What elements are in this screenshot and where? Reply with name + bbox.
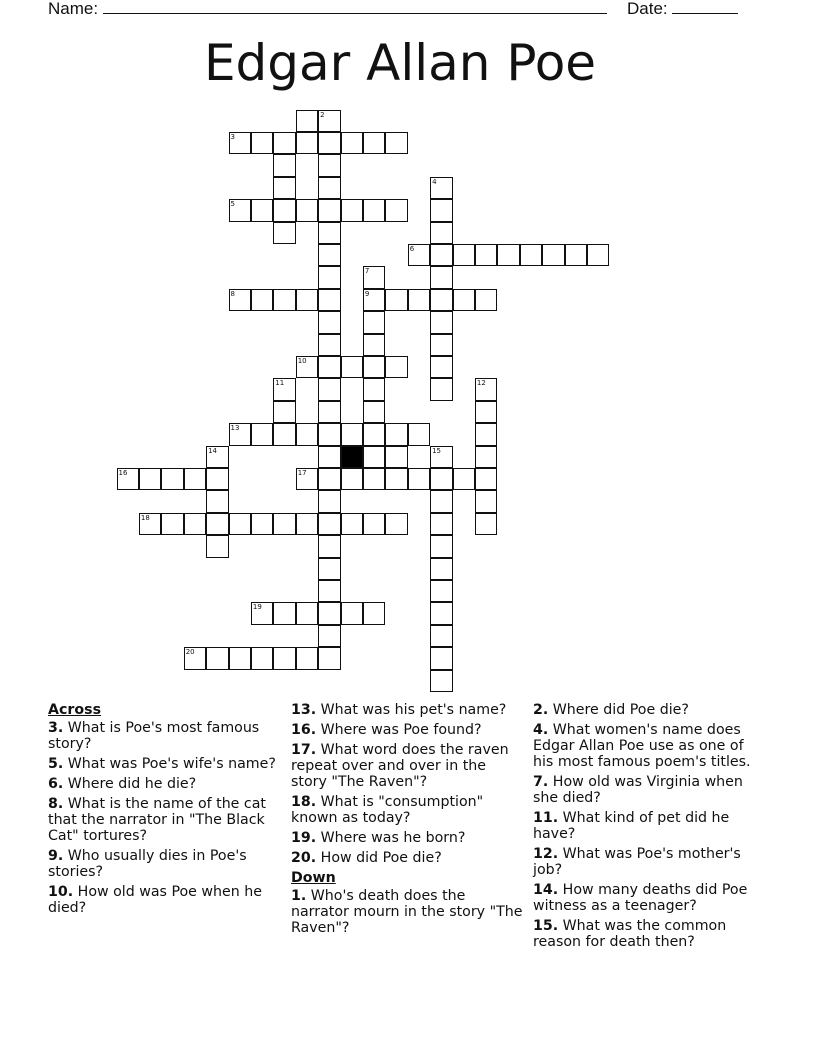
grid-cell[interactable] (318, 401, 341, 424)
grid-cell[interactable] (229, 513, 252, 536)
grid-cell[interactable] (318, 356, 341, 379)
grid-cell[interactable] (475, 490, 498, 513)
grid-cell[interactable] (430, 244, 453, 267)
grid-cell[interactable] (318, 199, 341, 222)
grid-cell[interactable] (318, 334, 341, 357)
grid-cell[interactable] (318, 423, 341, 446)
grid-cell[interactable] (296, 289, 319, 312)
clue-text: What is "consumption" known as today? (291, 794, 484, 826)
grid-cell[interactable] (318, 535, 341, 558)
grid-cell[interactable] (385, 468, 408, 491)
clue-number: 5 (230, 200, 235, 209)
grid-cell[interactable] (318, 177, 341, 200)
grid-cell[interactable] (341, 356, 364, 379)
clue-number: 16 (118, 468, 128, 477)
clue-item (291, 742, 523, 790)
clue-item (533, 722, 765, 770)
clue-number-label: 11. (533, 810, 559, 826)
grid-cell[interactable] (341, 602, 364, 625)
grid-cell[interactable] (408, 468, 431, 491)
page-title: Edgar Allan Poe (203, 34, 597, 92)
clue-number-label: 2. (533, 702, 549, 718)
grid-cell[interactable] (318, 132, 341, 155)
grid-cell[interactable] (318, 266, 341, 289)
grid-cell[interactable] (453, 468, 476, 491)
clue-number-label: 3. (48, 720, 64, 736)
grid-cell[interactable] (251, 647, 274, 670)
grid-cell[interactable] (587, 244, 610, 267)
grid-cell[interactable] (363, 602, 386, 625)
grid-cell[interactable] (251, 423, 274, 446)
clue-number-label: 5. (48, 756, 64, 772)
clue-text: What was Poe's wife's name? (63, 756, 276, 772)
grid-cell[interactable] (184, 468, 207, 491)
clue-item (291, 722, 523, 738)
grid-cell[interactable] (341, 132, 364, 155)
grid-cell[interactable] (542, 244, 565, 267)
grid-cell[interactable] (229, 132, 252, 155)
clue-number: 13 (230, 424, 240, 433)
clue-item (48, 796, 280, 844)
grid-cell[interactable] (251, 289, 274, 312)
clue-item (291, 888, 523, 936)
clue-item (533, 774, 765, 806)
clue-number-label: 9. (48, 848, 64, 864)
clue-item (48, 848, 280, 880)
grid-cell[interactable] (363, 378, 386, 401)
clue-number-label: 4. (533, 722, 549, 738)
grid-cell[interactable] (363, 513, 386, 536)
grid-cell[interactable] (273, 602, 296, 625)
grid-cell[interactable] (408, 423, 431, 446)
grid-cell[interactable] (296, 356, 319, 379)
grid-cell[interactable] (273, 177, 296, 200)
grid-cell[interactable] (117, 468, 140, 491)
grid-cell[interactable] (318, 602, 341, 625)
clue-text: What women's name does Edgar Allan Poe use as one of his most famous poem's titles. (533, 722, 751, 770)
grid-cell[interactable] (430, 558, 453, 581)
clue-number: 2 (320, 110, 325, 119)
clue-number-label: 6. (48, 776, 64, 792)
down-heading: Down (291, 870, 336, 886)
grid-cell[interactable] (318, 625, 341, 648)
grid-cell[interactable] (161, 468, 184, 491)
clue-number-label: 16. (291, 722, 317, 738)
clue-text: Where was Poe found? (316, 722, 482, 738)
grid-cell[interactable] (296, 423, 319, 446)
grid-cell[interactable] (475, 244, 498, 267)
clue-text: Where did Poe die? (548, 702, 689, 718)
grid-cell[interactable] (430, 580, 453, 603)
grid-cell[interactable] (296, 468, 319, 491)
clue-item (48, 776, 280, 792)
grid-cell[interactable] (251, 602, 274, 625)
grid-cell[interactable] (453, 289, 476, 312)
clue-item (48, 884, 280, 916)
grid-cell[interactable] (273, 289, 296, 312)
clue-number: 7 (364, 267, 370, 276)
clue-text: How old was Poe when he died? (48, 884, 262, 916)
grid-cell[interactable] (184, 513, 207, 536)
grid-cell[interactable] (475, 289, 498, 312)
clue-number: 6 (409, 244, 415, 253)
grid-cell[interactable] (318, 490, 341, 513)
grid-cell[interactable] (385, 199, 408, 222)
grid-cell[interactable] (318, 154, 341, 177)
down-clue-list-1 (291, 888, 523, 936)
clue-number-label: 13. (291, 702, 317, 718)
grid-cell[interactable] (385, 289, 408, 312)
clue-item (48, 720, 280, 752)
grid-cell[interactable] (296, 110, 319, 133)
grid-cell[interactable] (318, 244, 341, 267)
grid-cell[interactable] (363, 311, 386, 334)
grid-cell[interactable] (363, 446, 386, 469)
clue-item (291, 702, 523, 718)
grid-cell[interactable] (430, 535, 453, 558)
grid-cell[interactable] (229, 289, 252, 312)
grid-cell[interactable] (430, 378, 453, 401)
grid-cell[interactable] (363, 334, 386, 357)
clue-item (291, 794, 523, 826)
grid-cell[interactable] (139, 513, 162, 536)
grid-cell[interactable] (206, 513, 229, 536)
grid-cell[interactable] (296, 513, 319, 536)
clues-column-3 (533, 702, 765, 954)
grid-cell[interactable] (184, 647, 207, 670)
grid-cell[interactable] (318, 513, 341, 536)
clue-number-label: 18. (291, 794, 317, 810)
clue-item (291, 830, 523, 846)
clue-text: What was his pet's name? (316, 702, 507, 718)
across-clue-list-1 (48, 720, 280, 916)
clue-number: 18 (140, 513, 150, 522)
grid-cell[interactable] (318, 647, 341, 670)
grid-cell[interactable] (296, 602, 319, 625)
grid-cell[interactable] (520, 244, 543, 267)
clue-number-label: 1. (291, 888, 307, 904)
grid-cell[interactable] (385, 513, 408, 536)
clue-number: 4 (432, 177, 437, 186)
clue-text: What kind of pet did he have? (533, 810, 730, 842)
clue-number: 19 (252, 603, 262, 612)
grid-cell[interactable] (430, 356, 453, 379)
grid-cell[interactable] (430, 468, 453, 491)
clue-number-label: 15. (533, 918, 559, 934)
grid-cell[interactable] (408, 244, 431, 267)
grid-cell[interactable] (430, 513, 453, 536)
clue-item (533, 702, 765, 718)
grid-cell[interactable] (475, 378, 498, 401)
grid-cell[interactable] (363, 468, 386, 491)
clue-number-label: 14. (533, 882, 559, 898)
grid-cell[interactable] (273, 423, 296, 446)
grid-cell[interactable] (341, 199, 364, 222)
grid-cell[interactable] (318, 311, 341, 334)
clue-number-label: 8. (48, 796, 64, 812)
grid-cell[interactable] (430, 177, 453, 200)
clue-number: 20 (185, 648, 195, 657)
down-clue-list-2 (533, 702, 765, 950)
grid-cell[interactable] (273, 199, 296, 222)
clue-number: 9 (364, 289, 370, 298)
grid-cell[interactable] (475, 468, 498, 491)
clue-number: 17 (297, 468, 307, 477)
grid-cell[interactable] (430, 222, 453, 245)
grid-cell[interactable] (385, 132, 408, 155)
grid-cell[interactable] (206, 468, 229, 491)
clue-number: 12 (476, 379, 486, 388)
clue-number-label: 20. (291, 850, 317, 866)
grid-cell[interactable] (430, 670, 453, 693)
clue-text: What was Poe's mother's job? (533, 846, 741, 878)
grid-cell[interactable] (206, 446, 229, 469)
grid-cell[interactable] (430, 266, 453, 289)
clue-number-label: 19. (291, 830, 317, 846)
grid-cell[interactable] (318, 580, 341, 603)
grid-cell[interactable] (139, 468, 162, 491)
clue-text: How did Poe die? (316, 850, 442, 866)
grid-cell[interactable] (296, 647, 319, 670)
grid-cell[interactable] (497, 244, 520, 267)
grid-cell[interactable] (408, 289, 431, 312)
grid-cell[interactable] (206, 490, 229, 513)
grid-cell[interactable] (475, 446, 498, 469)
grid-cell[interactable] (273, 154, 296, 177)
grid-cell[interactable] (363, 356, 386, 379)
clue-item (291, 850, 523, 866)
grid-cell[interactable] (475, 401, 498, 424)
grid-cell[interactable] (318, 110, 341, 133)
clue-text: Who usually dies in Poe's stories? (48, 848, 247, 880)
grid-cell[interactable] (273, 513, 296, 536)
grid-cell[interactable] (341, 423, 364, 446)
clue-text: Who's death does the narrator mourn in the story "The Raven"? (291, 888, 523, 936)
grid-cell[interactable] (453, 244, 476, 267)
grid-cell[interactable] (229, 199, 252, 222)
clues-column-2 (291, 702, 523, 940)
date-label: Date: (627, 0, 668, 18)
grid-cell[interactable] (430, 199, 453, 222)
grid-cell[interactable] (318, 378, 341, 401)
grid-cell[interactable] (430, 490, 453, 513)
clue-item (533, 918, 765, 950)
grid-cell[interactable] (430, 625, 453, 648)
grid-cell[interactable] (430, 289, 453, 312)
clue-item (533, 882, 765, 914)
grid-cell[interactable] (318, 222, 341, 245)
clue-text: What is Poe's most famous story? (48, 720, 260, 752)
grid-cell[interactable] (318, 446, 341, 469)
clue-number: 11 (275, 379, 285, 388)
grid-cell[interactable] (363, 199, 386, 222)
clue-item (533, 810, 765, 842)
grid-cell[interactable] (251, 513, 274, 536)
grid-cell[interactable] (251, 199, 274, 222)
grid-cell[interactable] (363, 132, 386, 155)
grid-cell[interactable] (430, 311, 453, 334)
grid-cell[interactable] (318, 289, 341, 312)
grid-cell[interactable] (341, 468, 364, 491)
clue-text: What was the common reason for death then? (533, 918, 727, 950)
grid-cell[interactable] (161, 513, 184, 536)
grid-cell[interactable] (273, 378, 296, 401)
grid-cell[interactable] (363, 289, 386, 312)
grid-cell[interactable] (430, 647, 453, 670)
grid-cell[interactable] (206, 647, 229, 670)
clue-number: 15 (432, 446, 442, 455)
clue-number: 3 (230, 132, 235, 141)
clue-number-label: 7. (533, 774, 549, 790)
grid-cell[interactable] (385, 446, 408, 469)
across-heading: Across (48, 702, 102, 718)
clue-number: 10 (297, 356, 307, 365)
clues-column-1 (48, 702, 280, 920)
name-label: Name: (48, 0, 99, 18)
black-square (341, 446, 364, 469)
clue-number-label: 10. (48, 884, 74, 900)
clue-item (48, 756, 280, 772)
across-clue-list-2 (291, 702, 523, 866)
grid-cell[interactable] (341, 513, 364, 536)
grid-cell[interactable] (385, 423, 408, 446)
clue-text: How many deaths did Poe witness as a teenager? (533, 882, 748, 914)
grid-cell[interactable] (363, 266, 386, 289)
clue-number: 8 (230, 289, 235, 298)
grid-cell[interactable] (318, 468, 341, 491)
grid-cell[interactable] (385, 356, 408, 379)
grid-cell[interactable] (430, 602, 453, 625)
clue-number-label: 17. (291, 742, 317, 758)
clue-text: Where did he die? (63, 776, 197, 792)
grid-cell[interactable] (363, 401, 386, 424)
clue-text: How old was Virginia when she died? (533, 774, 743, 806)
grid-cell[interactable] (318, 558, 341, 581)
grid-cell[interactable] (430, 334, 453, 357)
grid-cell[interactable] (296, 132, 319, 155)
grid-cell[interactable] (273, 647, 296, 670)
grid-cell[interactable] (273, 222, 296, 245)
clue-text: What is the name of the cat that the narrator in "The Black Cat" tortures? (48, 796, 266, 844)
grid-cell[interactable] (363, 423, 386, 446)
clue-number: 14 (208, 446, 218, 455)
grid-cell[interactable] (273, 132, 296, 155)
grid-cell[interactable] (229, 423, 252, 446)
clue-number-label: 12. (533, 846, 559, 862)
grid-cell[interactable] (565, 244, 588, 267)
clue-text: What word does the raven repeat over and over in the story "The Raven"? (291, 742, 509, 790)
grid-cell[interactable] (251, 132, 274, 155)
clue-item (533, 846, 765, 878)
grid-cell[interactable] (229, 647, 252, 670)
grid-cell[interactable] (475, 423, 498, 446)
grid-cell[interactable] (206, 535, 229, 558)
grid-cell[interactable] (273, 401, 296, 424)
grid-cell[interactable] (296, 199, 319, 222)
grid-cell[interactable] (475, 513, 498, 536)
grid-cell[interactable] (430, 446, 453, 469)
clue-text: Where was he born? (316, 830, 466, 846)
